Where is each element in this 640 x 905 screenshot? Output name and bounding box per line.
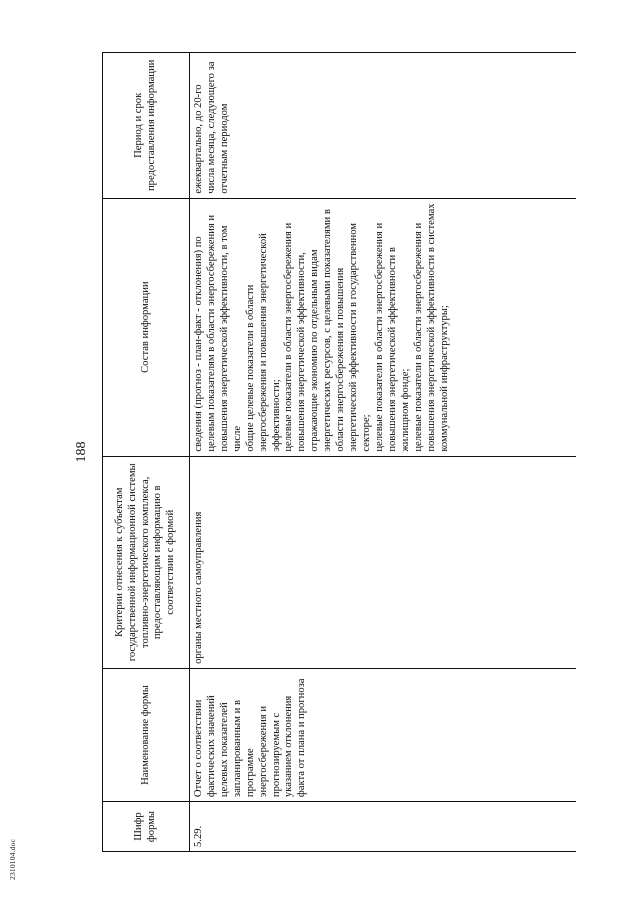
header-content: Состав информации — [103, 198, 190, 456]
header-code: Шифр формы — [103, 802, 190, 852]
cell-period: ежеквартально, до 20-го числа месяца, следующего за отчетным периодом — [190, 53, 577, 199]
rotated-content — [68, 52, 628, 852]
forms-table — [102, 52, 576, 852]
table-row — [190, 53, 577, 852]
header-period: Период и срок предоставления информации — [103, 53, 190, 199]
cell-criteria: органы местного самоуправления — [190, 456, 577, 668]
table-header-row — [103, 53, 190, 852]
header-criteria: Критерии отнесения к субъектам государственной информационной системы топливно-энергетического комплекса, предоставляющим информацию в соответствии с формой — [103, 456, 190, 668]
cell-form-name: Отчет о соответствии фактических значений целевых показателей запланированным и в программе энергосбережения и прогнозируемым с указанием отклонения факта от плана и прогноза — [190, 668, 577, 801]
page-number: 188 — [74, 441, 89, 463]
cell-content: сведения (прогноз - план-факт - отклонения) по целевым показателям в области энергосбережения и повышения энергетической эффективности, в том числе общие целевые показатели в области энергосбережения и повышения энергетической эффективности; целевые показатели в области энергосбережения и повышения энергетической эффективности, отражающие экономию по отдельным видам энергетических ресурсов, с целевыми показателями в области энергосбережения и повышения энергетической эффективности в государственном секторе; целевые показатели в области энергосбережения и повышения энергетической эффективности в жилищном фонде; целевые показатели в области энергосбережения и повышения энергетической эффективности в системах коммунальной инфраструктуры; — [190, 198, 577, 456]
header-form-name: Наименование формы — [103, 668, 190, 801]
cell-code: 5.29. — [190, 802, 577, 852]
document-code: 2310104.doc — [8, 838, 17, 880]
